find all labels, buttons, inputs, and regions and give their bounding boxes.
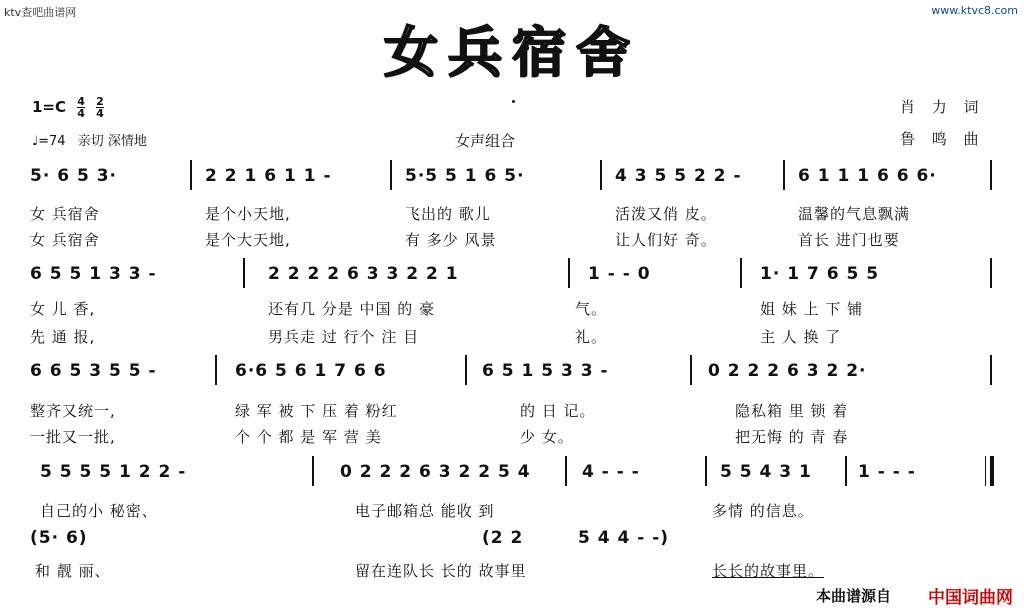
lyric-3-3a: 的 日 记。 [520, 402, 596, 420]
lyric-2-3a: 气。 [575, 300, 608, 318]
barline [565, 456, 567, 486]
lyric-4-1a: 自己的小 秘密、 [40, 502, 158, 520]
lyric-2-4b: 主 人 换 了 [760, 328, 842, 346]
lyric-3-4b: 把无悔 的 青 春 [735, 428, 849, 446]
tempo-line [32, 130, 147, 149]
measure-4-2: 0 2 2 2 6 3 2 2 5 4 [340, 462, 531, 482]
time-signature-1: $\frac{4}{4}$ [77, 95, 85, 120]
watermark-left: ktv查吧曲谱网 [4, 6, 77, 19]
stray-dot [512, 100, 515, 103]
measure-4-4: 5 5 4 3 1 [720, 462, 812, 482]
measure-2-1: 6 5 5 1 3 3 - [30, 264, 157, 284]
lyric-3-3b: 少 女。 [520, 428, 574, 446]
measure-5-3: 5 4 4 - -) [578, 528, 670, 548]
barline [390, 160, 392, 190]
lyric-3-1b: 一批又一批, [30, 428, 116, 446]
lyric-4-4a: 多情 的信息。 [712, 502, 814, 520]
lyric-2-1a: 女 儿 香, [30, 300, 96, 318]
measure-3-2: 6·6 5 6 1 7 6 6 [235, 361, 387, 381]
lyric-1-5a: 温馨的气息飘满 [798, 205, 911, 223]
lyricist: 肖 力 词 [900, 98, 985, 116]
lyric-1-5b: 首长 进门也要 [798, 231, 900, 249]
barline [465, 355, 467, 385]
lyric-3-2a: 绿 军 被 下 压 着 粉红 [235, 402, 398, 420]
barline [190, 160, 192, 190]
final-barline-thick [990, 456, 994, 486]
measure-1-4: 4 3 5 5 2 2 - [615, 166, 742, 186]
lyric-2-2b: 男兵走 过 行个 注 目 [268, 328, 420, 346]
lyric-4-2a: 电子邮箱总 能收 到 [355, 502, 495, 520]
barline [990, 160, 992, 190]
measure-3-4: 0 2 2 2 6 3 2 2· [708, 361, 867, 381]
measure-3-1: 6 6 5 3 5 5 - [30, 361, 157, 381]
lyric-2-2a: 还有几 分是 中国 的 豪 [268, 300, 436, 318]
barline [600, 160, 602, 190]
measure-1-2: 2 2 1 6 1 1 - [205, 166, 332, 186]
lyric-3-2b: 个 个 都 是 军 营 美 [235, 428, 382, 446]
barline [312, 456, 314, 486]
measure-1-1: 5· 6 5 3· [30, 166, 117, 186]
song-title: 女兵宿舍 [384, 20, 640, 84]
measure-2-4: 1· 1 7 6 5 5 [760, 264, 880, 284]
barline [783, 160, 785, 190]
lyric-1-3a: 飞出的 歌儿 [405, 205, 491, 223]
barline [990, 258, 992, 288]
barline [243, 258, 245, 288]
footer-source-label: 本曲谱源自 [816, 587, 892, 605]
measure-2-2: 2 2 2 2 6 3 3 2 2 1 [268, 264, 459, 284]
lyric-3-4a: 隐私箱 里 锁 着 [735, 402, 849, 420]
watermark-right[interactable]: www.ktvc8.com [931, 4, 1018, 17]
time-signature-2: $\frac{2}{4}$ [96, 95, 104, 120]
lyric-2-1b: 先 通 报, [30, 328, 96, 346]
key-label: 1=C [32, 98, 67, 116]
barline [990, 355, 992, 385]
lyric-5-1: 和 靓 丽、 [35, 562, 111, 580]
lyric-1-1a: 女 兵宿舍 [30, 205, 100, 223]
lyric-1-4b: 让人们好 奇。 [615, 231, 717, 249]
final-barline-thin [985, 456, 986, 486]
measure-4-1: 5 5 5 5 1 2 2 - [40, 462, 187, 482]
lyric-2-3b: 礼。 [575, 328, 608, 346]
key-signature [32, 96, 104, 119]
lyric-1-2b: 是个大天地, [205, 231, 291, 249]
footer-source-site[interactable]: 中国词曲网 [928, 588, 1013, 608]
barline [568, 258, 570, 288]
barline [215, 355, 217, 385]
measure-5-2: (2 2 [482, 528, 524, 548]
measure-1-5: 6 1 1 1 6 6 6· [798, 166, 937, 186]
lyric-3-1a: 整齐又统一, [30, 402, 116, 420]
measure-5-1: (5· 6) [30, 528, 88, 548]
lyric-2-4a: 姐 妹 上 下 铺 [760, 300, 864, 318]
measure-4-5: 1 - - - [858, 462, 916, 482]
performer: 女声组合 [455, 132, 516, 150]
tempo: ♩=74 [32, 134, 66, 149]
lyric-1-4a: 活泼又俏 皮。 [615, 205, 717, 223]
lyric-1-2a: 是个小天地, [205, 205, 291, 223]
measure-3-3: 6 5 1 5 3 3 - [482, 361, 609, 381]
measure-4-3: 4 - - - [582, 462, 640, 482]
lyric-5-3: 长长的故事里。 [712, 562, 825, 580]
lyric-1-1b: 女 兵宿舍 [30, 231, 100, 249]
barline [740, 258, 742, 288]
measure-1-3: 5·5 5 1 6 5· [405, 166, 525, 186]
barline [705, 456, 707, 486]
expression: 亲切 深情地 [77, 134, 147, 149]
barline [845, 456, 847, 486]
lyric-1-3b: 有 多少 风景 [405, 231, 497, 249]
composer: 鲁 鸣 曲 [900, 130, 985, 148]
barline [690, 355, 692, 385]
measure-2-3: 1 - - 0 [588, 264, 651, 284]
lyric-5-2: 留在连队长 长的 故事里 [355, 562, 527, 580]
